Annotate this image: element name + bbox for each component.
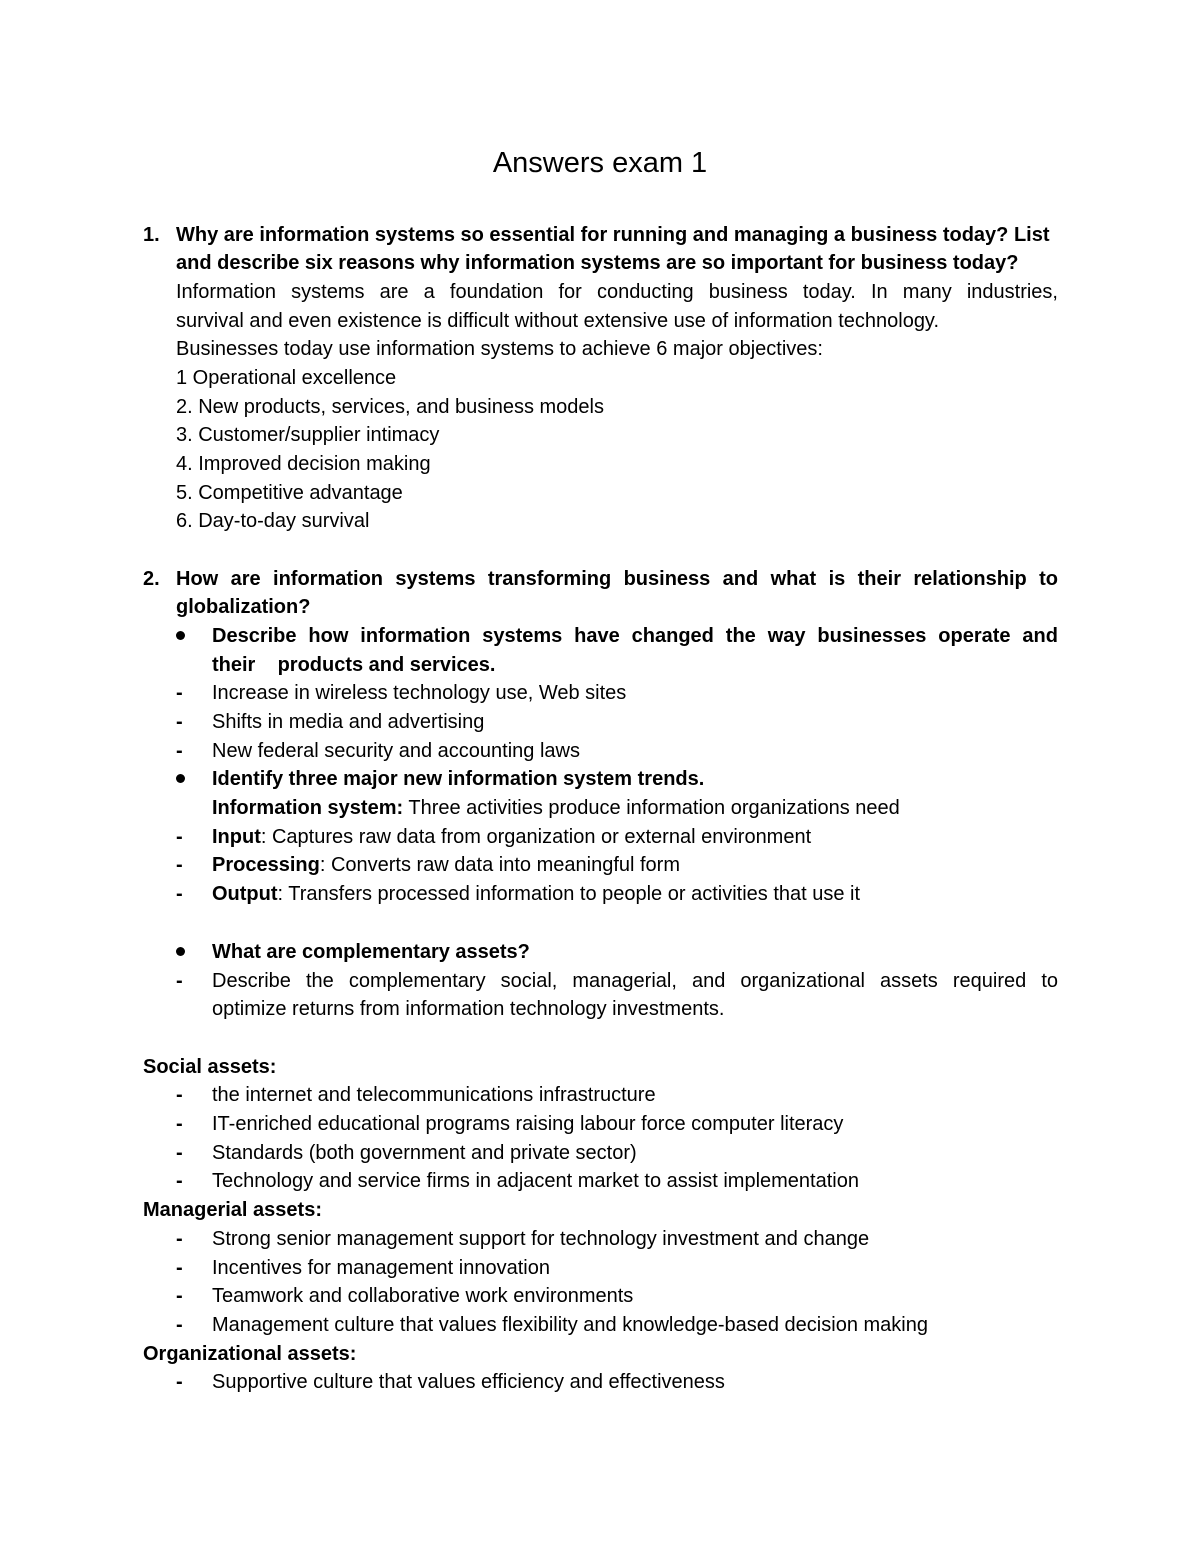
q2-bullet2-sub-label: Information system:	[212, 797, 404, 819]
list-item: the internet and telecommunications infrastructure	[212, 1084, 656, 1106]
managerial-assets-heading: Managerial assets:	[143, 1199, 322, 1221]
dash-marker: -	[176, 1285, 183, 1307]
q1-question-line2: and describe six reasons why information systems are so important for business today?	[176, 252, 1019, 274]
list-item	[212, 823, 811, 851]
dash-marker: -	[176, 1142, 183, 1164]
q1-answer-line1: Information systems are a foundation for conducting business today. In many industries,	[176, 281, 1058, 303]
list-item-label: Input	[212, 826, 261, 848]
dash-marker: -	[176, 1170, 183, 1192]
bullet-icon	[176, 774, 185, 783]
list-item: New federal security and accounting laws	[212, 740, 580, 762]
objective-item: 2. New products, services, and business models	[176, 396, 604, 418]
dash-marker: -	[176, 1314, 183, 1336]
q2-question-line2: globalization?	[176, 596, 311, 618]
bullet-icon	[176, 947, 185, 956]
dash-marker: -	[176, 854, 183, 876]
q2-bullet3: What are complementary assets?	[212, 941, 530, 963]
bullet-icon	[176, 631, 185, 640]
list-item: Supportive culture that values efficiency and effectiveness	[212, 1371, 725, 1393]
list-item: Strong senior management support for technology investment and change	[212, 1228, 870, 1250]
list-item: Technology and service firms in adjacent market to assist implementation	[212, 1170, 859, 1192]
dash-marker: -	[176, 970, 183, 992]
q2-bullet2-sub	[212, 794, 900, 822]
list-item-text: : Captures raw data from organization or external environment	[260, 826, 812, 848]
dash-marker: -	[176, 1084, 183, 1106]
objective-item: 3. Customer/supplier intimacy	[176, 424, 440, 446]
dash-marker: -	[176, 682, 183, 704]
dash-marker: -	[176, 1113, 183, 1135]
dash-marker: -	[176, 740, 183, 762]
dash-marker: -	[176, 1228, 183, 1250]
list-item: Standards (both government and private sector)	[212, 1142, 637, 1164]
list-item-label: Output	[212, 883, 278, 905]
list-item-text: : Converts raw data into meaningful form	[319, 854, 680, 876]
organizational-assets-heading: Organizational assets:	[143, 1343, 357, 1365]
list-item: IT-enriched educational programs raising labour force computer literacy	[212, 1113, 844, 1135]
list-item: Management culture that values flexibility and knowledge-based decision making	[212, 1314, 928, 1336]
q2-bullet2-sub-text: Three activities produce information organizations need	[403, 797, 900, 819]
q1-answer-line2: survival and even existence is difficult without extensive use of information technology.	[176, 310, 940, 332]
list-item: Teamwork and collaborative work environments	[212, 1285, 634, 1307]
q2-bullet2: Identify three major new information system trends.	[212, 768, 705, 790]
list-item: Incentives for management innovation	[212, 1257, 550, 1279]
q2-number: 2.	[143, 568, 160, 590]
list-item: Shifts in media and advertising	[212, 711, 485, 733]
q2-bullet1-line2: their products and services.	[212, 654, 496, 676]
social-assets-heading: Social assets:	[143, 1056, 277, 1078]
page-title: Answers exam 1	[492, 147, 708, 179]
q2-bullet1-line1: Describe how information systems have changed the way businesses operate and	[212, 625, 1058, 647]
q2-bullet3-item-line1: Describe the complementary social, managerial, and organizational assets required to	[212, 970, 1058, 992]
list-item	[212, 851, 680, 879]
dash-marker: -	[176, 1257, 183, 1279]
q1-question-line1: Why are information systems so essential for running and managing a business today? List	[176, 224, 1050, 246]
list-item-label: Processing	[212, 854, 320, 876]
dash-marker: -	[176, 711, 183, 733]
list-item	[212, 880, 860, 908]
objective-item: 6. Day-to-day survival	[176, 510, 370, 532]
objective-item: 4. Improved decision making	[176, 453, 431, 475]
dash-marker: -	[176, 1371, 183, 1393]
list-item: Increase in wireless technology use, Web sites	[212, 682, 627, 704]
q1-answer-line3: Businesses today use information systems to achieve 6 major objectives:	[176, 338, 823, 360]
objective-item: 1 Operational excellence	[176, 367, 397, 389]
list-item-text: : Transfers processed information to people or activities that use it	[277, 883, 861, 905]
objective-item: 5. Competitive advantage	[176, 482, 403, 504]
dash-marker: -	[176, 826, 183, 848]
q2-bullet3-item-line2: optimize returns from information technology investments.	[212, 998, 725, 1020]
q1-number: 1.	[143, 224, 160, 246]
q2-question-line1: How are information systems transforming business and what is their relationship to	[176, 568, 1058, 590]
dash-marker: -	[176, 883, 183, 905]
